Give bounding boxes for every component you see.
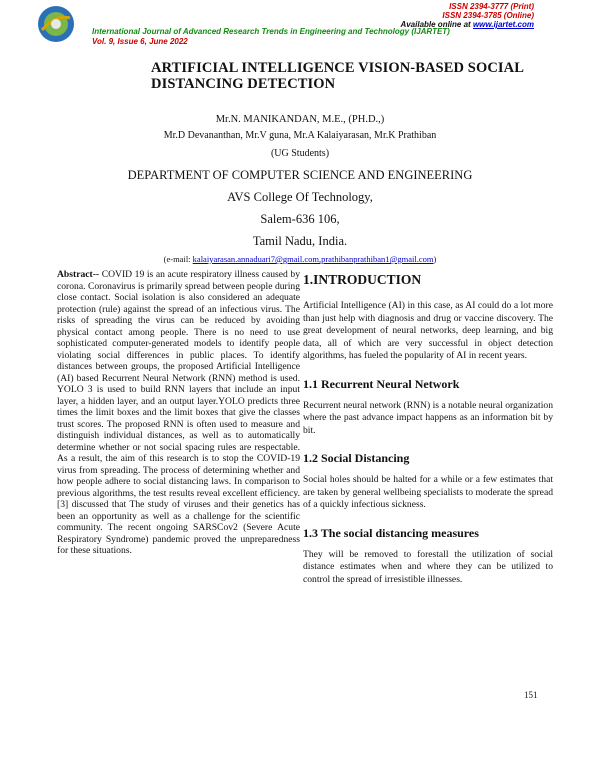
email-prefix: (e-mail: xyxy=(163,254,193,264)
available-online-label: Available online at xyxy=(400,20,471,29)
journal-header xyxy=(92,27,450,47)
coauthors: Mr.D Devananthan, Mr.V guna, Mr.A Kalaiyarasan, Mr.K Prathiban xyxy=(163,130,437,141)
section-heading: 1.1 Recurrent Neural Network xyxy=(303,376,460,391)
section-text: Artificial Intelligence (AI) in this case, as AI could do a lot more than just help with diagnosis and drug or vaccine discovery. The great development of neural networks, deep learning, and big data, all of which are very successful in object detection algorithms, has fueled the popularity of AI in recent years. xyxy=(303,300,553,361)
issn-online: ISSN 2394-3785 (Online) xyxy=(442,11,534,20)
email-line xyxy=(0,254,600,264)
paper-title: ARTIFICIAL INTELLIGENCE VISION-BASED SOCIAL DISTANCING DETECTION xyxy=(151,60,524,92)
journal-volume: Vol. 9, Issue 6, June 2022 xyxy=(92,37,188,46)
right-column xyxy=(303,272,553,586)
abstract xyxy=(57,269,300,557)
email-suffix: ) xyxy=(433,254,437,264)
section-text: Social holes should be halted for a while or a few estimates that are taken by general wellbeing specialists to moderate the spread of a quickly infectious sickness. xyxy=(303,474,553,510)
ug-students-label: (UG Students) xyxy=(270,148,330,159)
journal-logo xyxy=(36,4,76,44)
journal-name: International Journal of Advanced Research Trends in Engineering and Technology (IJARTET) xyxy=(92,27,450,36)
journal-website-link[interactable]: www.ijartet.com xyxy=(472,20,534,29)
section-heading: 1.2 Social Distancing xyxy=(303,451,410,465)
email-link[interactable]: kalaiyarasan.annaduari7@gmail.com,prathibanprathiban1@gmail.com xyxy=(192,254,434,264)
department: DEPARTMENT OF COMPUTER SCIENCE AND ENGINEERING xyxy=(127,168,473,182)
page-number: 151 xyxy=(524,690,538,700)
abstract-text: COVID 19 is an acute respiratory illness caused by corona. Coronavirus is primarily spread between people during close contact. Social isolation is also considered an adequate protection (rule) against the spread of an infectious virus. The risks of spreading the virus can be reduced by avoiding physical contact among people. There is no need to use sophisticated computer-generated models to identify people violating social differences in public places. To identify distances between groups, the proposed Artificial Intelligence (AI) based Recurrent Neural Network (RNN) method is used. YOLO 3 is used to build RNN layers that include an input layer, a hidden layer, and an output layer.YOLO predicts three times the limit boxes and the limit boxes that give the classes trust scores. The proposed RNN is often used to measure and distinguish individual distances, as well as to automatically determine whether or not social spacing rules are respectable. As a result, the aim of this research is to stop the COVID-19 virus from spreading. The process of determining whether and how people adhere to social distancing laws. In comparison to previous algorithms, the test results reveal excellent efficiency. [3] discussed that The study of viruses and their genetics has been an opportunity as well as a challenge for the scientific community. The recent ongoing SARSCov2 (Severe Acute Respiratory Syndrome) pandemic proved the unpreparedness for these situations. xyxy=(57,269,300,556)
city: Salem-636 106, xyxy=(260,212,340,226)
author: Mr.N. MANIKANDAN, M.E., (PH.D.,) xyxy=(215,114,385,125)
state: Tamil Nadu, India. xyxy=(252,234,348,248)
abstract-label: Abstract-- xyxy=(57,269,100,280)
section-heading: 1.INTRODUCTION xyxy=(303,272,422,287)
issn-print: ISSN 2394-3777 (Print) xyxy=(449,2,534,11)
section-heading: 1.3 The social distancing measures xyxy=(303,525,479,540)
section-text: They will be removed to forestall the utilization of social distance estimates when and where they can be utilized to control the spread of irresistible illnesses. xyxy=(303,548,553,585)
college: AVS College Of Technology, xyxy=(227,190,373,204)
section-text: Recurrent neural network (RNN) is a notable neural organization where the past advance impact happens as an information bit by bit. xyxy=(303,399,553,436)
header-issn-block xyxy=(284,2,534,29)
